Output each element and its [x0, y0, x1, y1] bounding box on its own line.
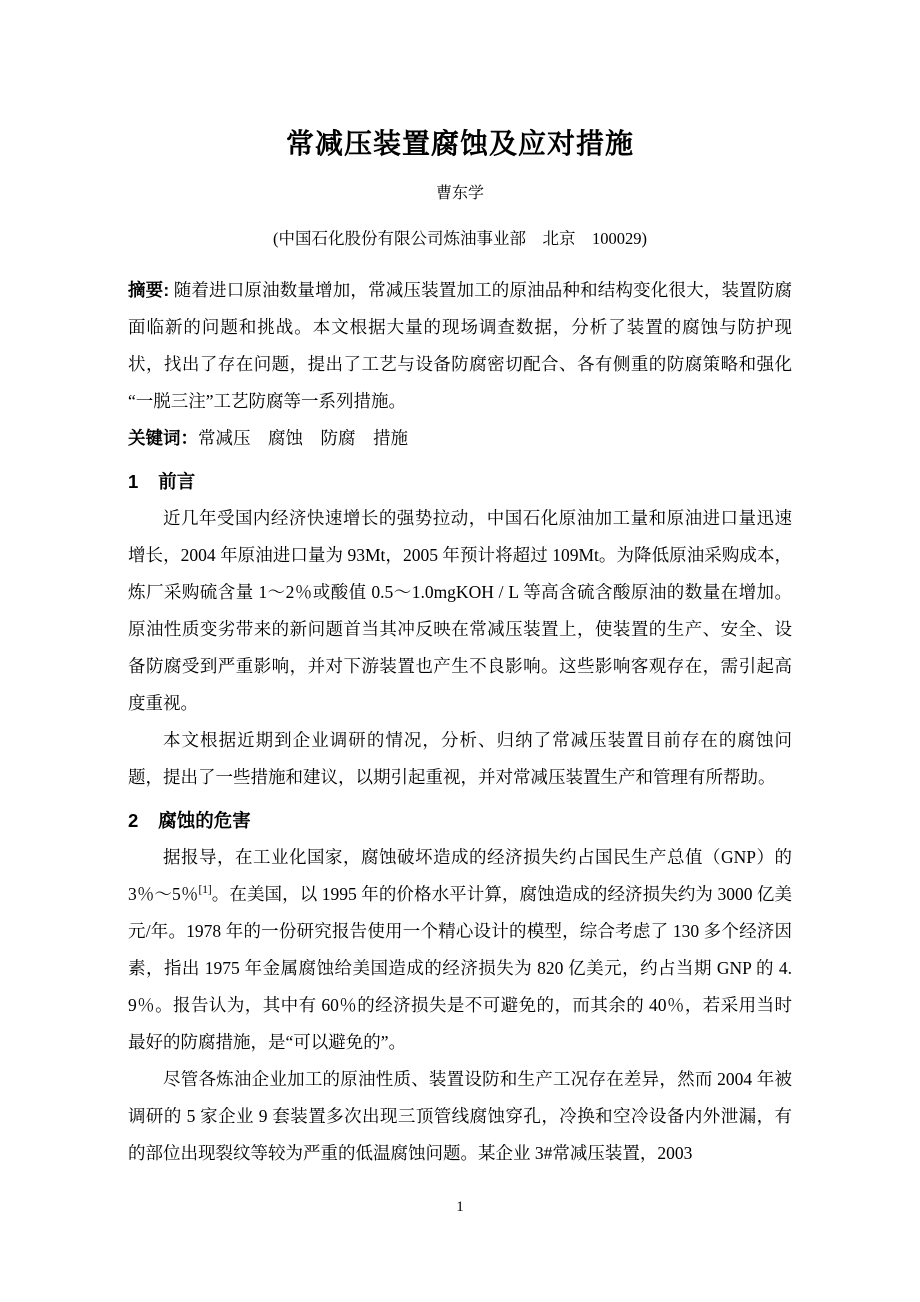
- abstract-label: 摘要:: [128, 280, 170, 301]
- abstract: [128, 272, 792, 420]
- section-1-title: 前言: [158, 471, 196, 493]
- section-1-heading: [128, 463, 792, 500]
- intro-paragraph-2: 本文根据近期到企业调研的情况，分析、归纳了常减压装置目前存在的腐蚀问题，提出了一些措施和建议，以期引起重视，并对常减压装置生产和管理有所帮助。: [128, 730, 792, 788]
- intro-paragraph-1: 近几年受国内经济快速增长的强势拉动，中国石化原油加工量和原油进口量迅速增长，2004 年原油进口量为 93Mt，2005 年预计将超过 109Mt。为降低原油采购成本，炼厂采购硫含量 1～2％或酸值 0.5～1.0mgKOH / L 等高含硫含酸原油的数量在增加。原油性质变劣带来的新问题首当其冲反映在常减压装置上，使装置的生产、安全、设备防腐受到严重影响，并对下游装置也产生不良影响。这些影响客观存在，需引起高度重视。: [128, 508, 792, 714]
- section-2-title: 腐蚀的危害: [158, 810, 251, 832]
- citation-reference: [1]: [198, 884, 212, 897]
- corrosion-harm-paragraph-2: 尽管各炼油企业加工的原油性质、装置设防和生产工况存在差异，然而 2004 年被调研的 5 家企业 9 套装置多次出现三顶管线腐蚀穿孔，冷换和空冷设备内外泄漏，有的部位出现裂纹等较为严重的低温腐蚀问题。某企业 3#常减压装置，2003: [128, 1069, 792, 1164]
- paragraph-text-before-citation: 据报导，在工业化国家，腐蚀破坏造成的经济损失约占国民生产总值（GNP）的 3％～5％: [128, 847, 792, 905]
- author-name: 曹东学: [435, 184, 484, 202]
- keywords-text: 常减压 腐蚀 防腐 措施: [198, 428, 408, 449]
- document-title: 常减压装置腐蚀及应对措施: [285, 128, 634, 159]
- keywords: [128, 420, 792, 457]
- author-affiliation: (中国石化股份有限公司炼油事业部 北京 100029): [273, 228, 647, 248]
- corrosion-harm-paragraph-1: [128, 839, 792, 1061]
- section-2-number: 2: [128, 810, 139, 832]
- abstract-text: 随着进口原油数量增加，常减压装置加工的原油品种和结构变化很大，装置防腐面临新的问题和挑战。本文根据大量的现场调查数据，分析了装置的腐蚀与防护现状，找出了存在问题，提出了工艺与设备防腐密切配合、各有侧重的防腐策略和强化“一脱三注”工艺防腐等一系列措施。: [128, 280, 793, 412]
- keywords-label: 关键词：: [128, 428, 198, 449]
- section-1-number: 1: [128, 471, 139, 493]
- page-number: 1: [456, 1199, 464, 1215]
- paragraph-text-after-citation: 。在美国，以 1995 年的价格水平计算，腐蚀造成的经济损失约为 3000 亿美元/年。1978 年的一份研究报告使用一个精心设计的模型，综合考虑了 130 多个经济因素，指出 1975 年金属腐蚀给美国造成的经济损失为 820 亿美元，约占当期 GNP 的 4.9％。报告认为，其中有 60％的经济损失是不可避免的，而其余的 40％，若采用当时最好的防腐措施，是“可以避免的”。: [128, 884, 793, 1053]
- section-2-heading: [128, 802, 792, 839]
